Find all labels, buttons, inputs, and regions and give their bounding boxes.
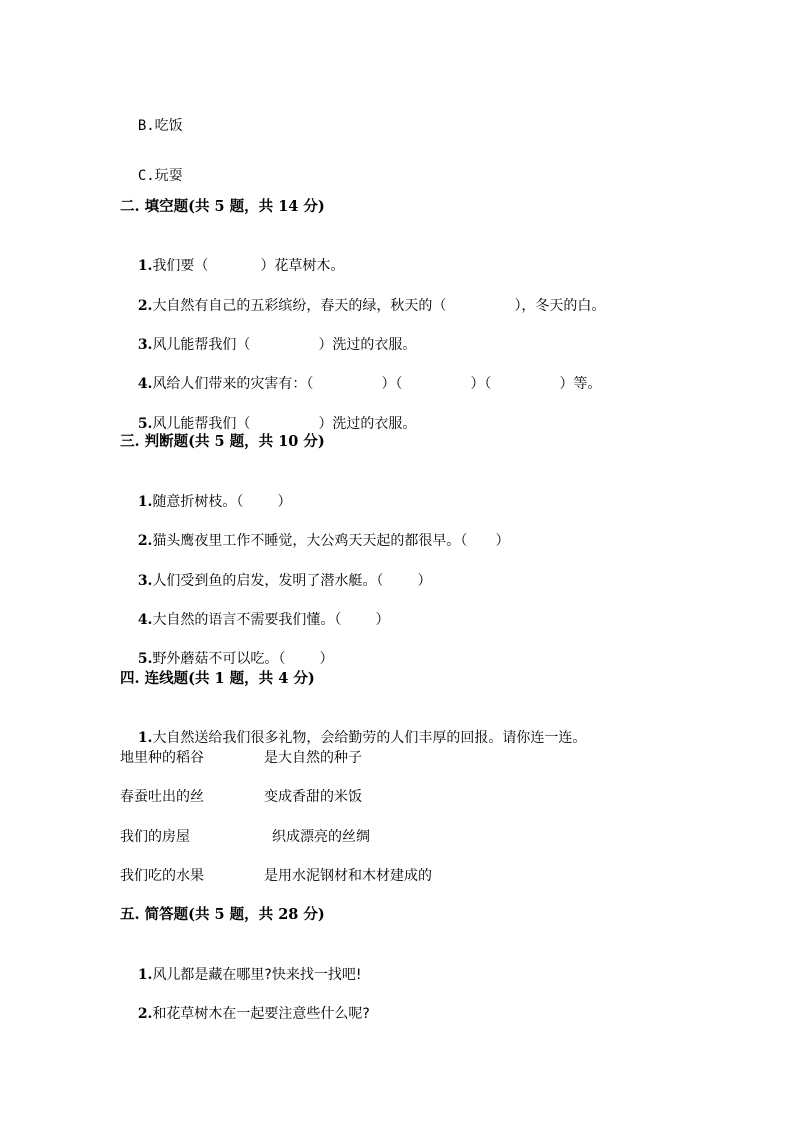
question-number: 3. (137, 337, 153, 353)
question-number: 1. (137, 494, 153, 510)
question-number: 2. (137, 1006, 153, 1022)
question-text: 大自然有自己的五彩缤纷，春天的绿，秋天的（ (152, 298, 447, 314)
question-text: 我们要（ (152, 258, 209, 274)
match-left-item[interactable]: 我们的房屋 (120, 829, 190, 845)
match-right-item[interactable]: 织成漂亮的丝绸 (272, 829, 370, 845)
section-heading-true-false: 三. 判断题(共 5 题，共 10 分) (120, 433, 325, 450)
question-text: ）（ (381, 376, 403, 392)
question-text: 大自然送给我们很多礼物，会给勤劳的人们丰厚的回报。请你连一连。 (152, 730, 587, 746)
question-text: 大自然的语言不需要我们懂。（ (152, 612, 342, 628)
question-number: 3. (137, 573, 153, 589)
question-text: ）（ (470, 376, 492, 392)
match-left-item[interactable]: 地里种的稻谷 (120, 750, 204, 766)
match-right-item[interactable]: 变成香甜的米饭 (264, 789, 362, 805)
question-text: 风儿能帮我们（ (152, 337, 251, 353)
question-number: 5. (137, 416, 153, 432)
section-heading-short-answer: 五. 简答题(共 5 题，共 28 分) (120, 906, 325, 923)
question-text: 风给人们带来的灾害有：（ (152, 376, 314, 392)
question-text: ） (495, 533, 510, 549)
question-text: ） (319, 651, 334, 667)
question-text: ） (375, 612, 390, 628)
question-text: 风儿能帮我们（ (152, 416, 251, 432)
question-number: 1. (137, 967, 153, 983)
question-number: 4. (137, 612, 153, 628)
question-number: 1. (137, 258, 153, 274)
question-text: ）花草树木。 (260, 258, 345, 274)
question-number: 2. (137, 298, 153, 314)
match-left-item[interactable]: 我们吃的水果 (120, 868, 204, 884)
question-number: 4. (137, 376, 153, 392)
match-left-item[interactable]: 春蚕吐出的丝 (120, 789, 204, 805)
section-heading-fill-in: 二. 填空题(共 5 题，共 14 分) (120, 198, 325, 215)
short-answer-question-2 (120, 984, 370, 1044)
option-text: 玩耍 (154, 168, 183, 184)
match-right-item[interactable]: 是用水泥钢材和木材建成的 (264, 868, 432, 884)
question-number: 1. (137, 730, 153, 746)
question-text: 野外蘑菇不可以吃。（ (152, 651, 286, 667)
question-text: ）洗过的衣服。 (318, 416, 417, 432)
section-heading-matching: 四. 连线题(共 1 题，共 4 分) (120, 670, 315, 687)
question-number: 2. (137, 533, 153, 549)
question-text: 猫头鹰夜里工作不睡觉，大公鸡天天起的都很早。（ (152, 533, 468, 549)
question-text: 和花草树木在一起要注意些什么呢? (152, 1006, 370, 1022)
question-text: 随意折树枝。（ (152, 494, 244, 510)
match-right-item[interactable]: 是大自然的种子 (264, 750, 362, 766)
question-number: 5. (137, 651, 153, 667)
question-text: ）等。 (559, 376, 602, 392)
option-text: 吃饭 (154, 118, 183, 134)
question-text: ） (417, 573, 432, 589)
question-text: ），冬天的白。 (514, 298, 606, 314)
question-text: 风儿都是藏在哪里?快来找一找吧! (152, 967, 362, 983)
option-letter: B. (137, 118, 155, 134)
question-text: ）洗过的衣服。 (318, 337, 417, 353)
question-text: 人们受到鱼的启发，发明了潜水艇。（ (152, 573, 384, 589)
option-letter: C. (137, 168, 155, 184)
question-text: ） (277, 494, 292, 510)
